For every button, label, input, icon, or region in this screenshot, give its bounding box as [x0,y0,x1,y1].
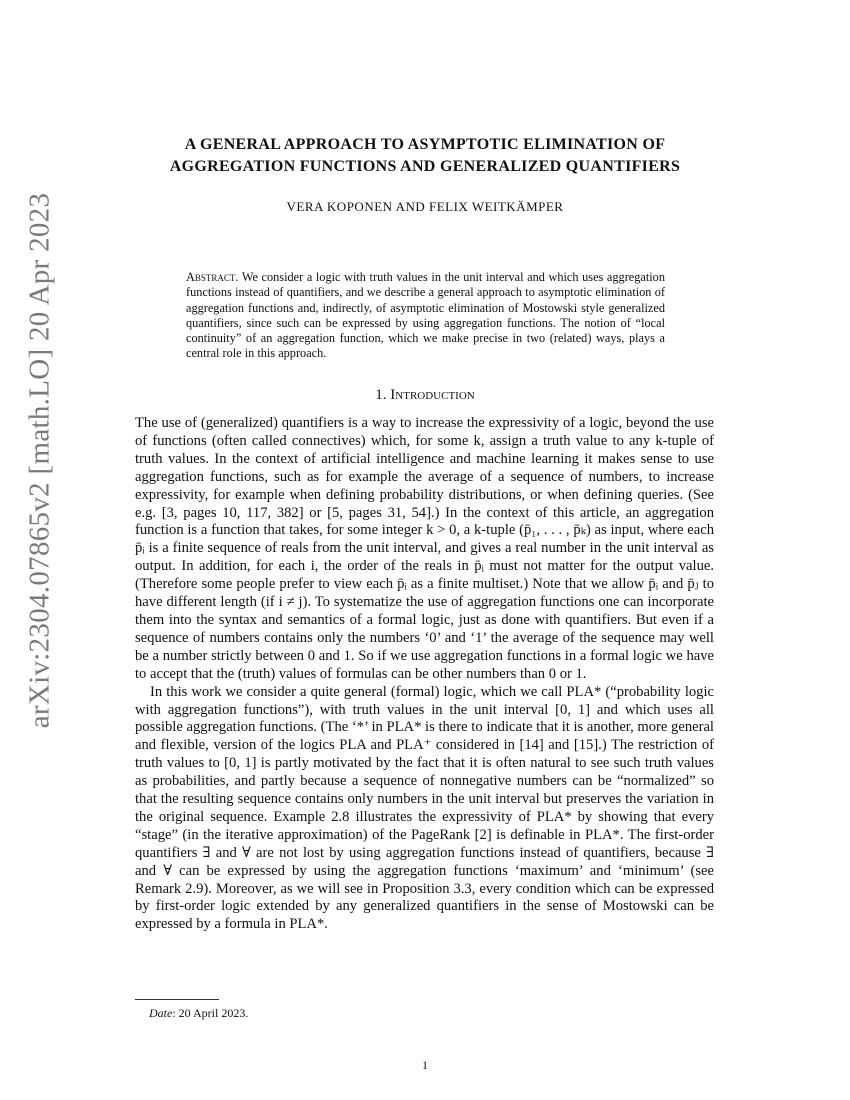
section-title: Introduction [390,387,475,403]
date-footnote [149,1006,248,1021]
paper-title-line-1: A GENERAL APPROACH TO ASYMPTOTIC ELIMINATION OF [184,136,666,153]
paper-authors: VERA KOPONEN AND FELIX WEITKÄMPER [286,199,564,214]
section-number: 1. [375,387,387,403]
paper-title [100,134,750,178]
body-paragraph-2: In this work we consider a quite general (formal) logic, which we call PLA* (“probability logic with aggregation functions”), with truth values in the unit interval [0, 1] and which uses all possible aggregation functions. (The ‘*’ in PLA* is there to indicate that it is another, more general and flexible, version of the logics PLA and PLA⁺ considered in [14] and [15].) The restriction of truth values to [0, 1] is partly motivated by the fact that it is often natural to see such truth values as probabilities, and partly because a sequence of nonnegative numbers can be “normalized” so that the resulting sequence contains only numbers in the unit interval but preserves the variation in the original sequence. Example 2.8 illustrates the expressivity of PLA* by showing that every “stage” (in the iterative approximation) of the PageRank [2] is definable in PLA*. The first-order quantifiers ∃ and ∀ are not lost by using aggregation functions instead of quantifiers, because ∃ and ∀ can be expressed by using the aggregation functions ‘maximum’ and ‘minimum’ (see Remark 2.9). Moreover, as we will see in Proposition 3.3, every condition which can be expressed by first-order logic extended by any generalized quantifiers in the sense of Mostowski can be expressed by a formula in PLA*. [135,683,714,933]
footnote-divider [135,999,219,1000]
arxiv-identifier-stamp [18,192,62,728]
abstract-label: Abstract. [186,270,239,284]
arxiv-identifier-text: arXiv:2304.07865v2 [math.LO] 20 Apr 2023 [23,192,56,728]
footnote-label: Date [149,1006,173,1020]
abstract-text: We consider a logic with truth values in the unit interval and which uses aggregation functions instead of quantifiers, and we describe a general approach to asymptotic elimination of aggregation functions and, indirectly, of asymptotic elimination of Mostowski style generalized quantifiers, since such can be expressed by using aggregation functions. The notion of “local continuity” of an aggregation function, which we make precise in two (related) ways, plays a central role in this approach. [186,270,665,361]
page-number: 1 [422,1058,428,1072]
abstract-block [186,270,665,362]
paper-title-line-2: AGGREGATION FUNCTIONS AND GENERALIZED QUANTIFIERS [169,158,681,175]
section-heading-introduction [100,387,750,404]
introduction-body [135,415,714,934]
body-paragraph-1: The use of (generalized) quantifiers is a way to increase the expressivity of a logic, beyond the use of functions (often called connectives) which, for some k, assign a truth value to any k-tuple of truth values. In the context of artificial intelligence and machine learning it makes sense to use aggregation functions, such as for example the average of a sequence of numbers, to increase expressivity, for example when defining probability distributions, or when defining queries. (See e.g. [3, pages 10, 117, 382] or [5, pages 31, 54].) In the context of this article, an aggregation function is a function that takes, for some integer k > 0, a k-tuple (p̄₁, . . . , p̄ₖ) as input, where each p̄ᵢ is a finite sequence of reals from the unit interval, and gives a real number in the unit interval as output. In addition, for each i, the order of the reals in p̄ᵢ must not matter for the output value. (Therefore some people prefer to view each p̄ᵢ as a finite multiset.) Note that we allow p̄ᵢ and p̄ⱼ to have different length (if i ≠ j). To systematize the use of aggregation functions one can incorporate them into the syntax and semantics of a formal logic, just as done with quantifiers. But even if a sequence of numbers contains only the numbers ‘0’ and ‘1’ the average of the sequence may well be a number strictly between 0 and 1. So if we use aggregation functions in a formal logic we have to accept that the (truth) values of formulas can be other numbers than 0 or 1. [135,415,714,682]
footnote-text: : 20 April 2023. [172,1006,249,1020]
